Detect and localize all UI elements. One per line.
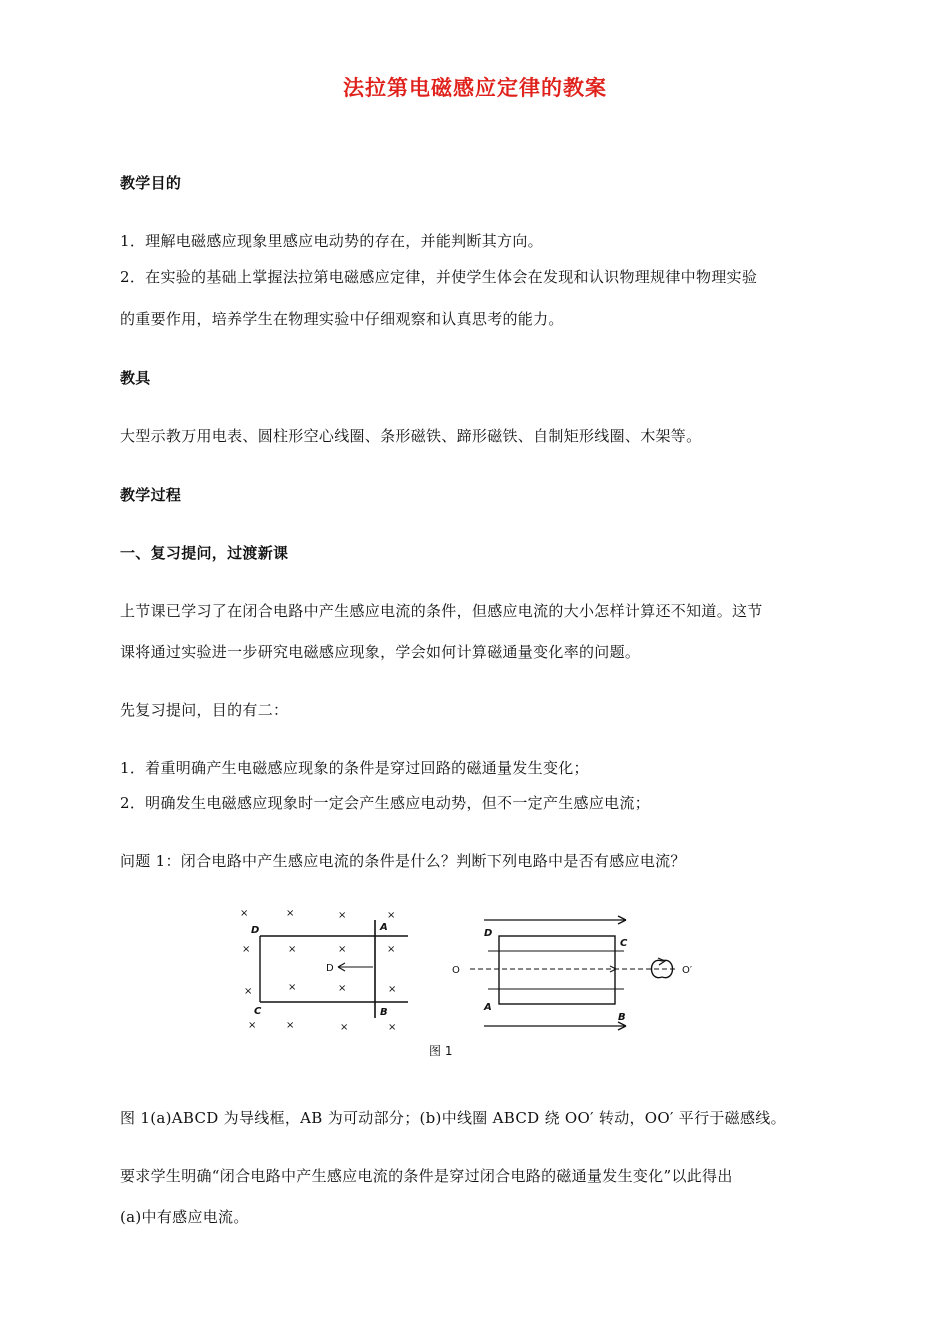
label-b: B xyxy=(618,1012,626,1023)
intro-line1: 上节课已学习了在闭合电路中产生感应电流的条件，但感应电流的大小怎样计算还不知道。这节 xyxy=(120,602,763,620)
cross-mark: × xyxy=(288,944,297,955)
question-1: 问题 1：闭合电路中产生感应电流的条件是什么？判断下列电路中是否有感应电流？ xyxy=(120,852,686,870)
cross-mark: × xyxy=(242,944,251,955)
cross-mark: × xyxy=(338,944,347,955)
cross-mark: × xyxy=(338,910,347,921)
part1-heading: 一、复习提问，过渡新课 xyxy=(120,544,289,562)
label-a: A xyxy=(484,1002,492,1013)
cross-mark: × xyxy=(388,984,397,995)
cross-mark: × xyxy=(286,1020,295,1031)
objective-2-line1: 2．在实验的基础上掌握法拉第电磁感应定律，并使学生体会在发现和认识物理规律中物理实验 xyxy=(120,268,758,286)
cross-mark: × xyxy=(248,1020,257,1031)
label-d: D xyxy=(251,925,260,936)
cross-mark: × xyxy=(387,944,396,955)
review-intro: 先复习提问，目的有二： xyxy=(120,701,289,719)
cross-mark: × xyxy=(388,1022,397,1033)
document-title: 法拉第电磁感应定律的教案 xyxy=(343,76,607,100)
figure-caption: 图 1 xyxy=(429,1044,453,1058)
figure-description: 图 1(a)ABCD 为导线框，AB 为可动部分；(b)中线圈 ABCD 绕 OO′ 转动，OO′ 平行于磁感线。 xyxy=(120,1109,786,1127)
objectives-heading: 教学目的 xyxy=(120,174,182,192)
label-o: O xyxy=(452,965,460,976)
figure-1 xyxy=(230,898,730,1063)
equipment-heading: 教具 xyxy=(120,369,151,387)
cross-mark: × xyxy=(244,986,253,997)
label-d: D xyxy=(484,928,493,939)
figure-b-labels xyxy=(452,928,693,1023)
coil-abcd xyxy=(499,936,615,1004)
label-b: B xyxy=(380,1007,388,1018)
review-item-2: 2．明确发生电磁感应现象时一定会产生感应电动势，但不一定产生感应电流； xyxy=(120,794,651,812)
requirement-line1: 要求学生明确“闭合电路中产生感应电流的条件是穿过闭合电路的磁通量发生变化”以此得出 xyxy=(120,1167,733,1185)
label-c: C xyxy=(254,1006,262,1017)
label-o-prime: O′ xyxy=(682,965,693,976)
objective-1: 1．理解电磁感应现象里感应电动势的存在，并能判断其方向。 xyxy=(120,232,543,250)
cross-mark: × xyxy=(338,983,347,994)
equipment-text: 大型示教万用电表、圆柱形空心线圈、条形磁铁、蹄形磁铁、自制矩形线圈、木架等。 xyxy=(120,427,702,445)
review-item-1: 1．着重明确产生电磁感应现象的条件是穿过回路的磁通量发生变化； xyxy=(120,759,589,777)
figure-a-crosses xyxy=(240,908,396,1033)
cross-mark: × xyxy=(340,1022,349,1033)
figure-a-circuit xyxy=(260,920,408,1018)
cross-mark: × xyxy=(286,908,295,919)
process-heading: 教学过程 xyxy=(120,486,182,504)
requirement-line2: (a)中有感应电流。 xyxy=(120,1208,249,1226)
cross-mark: × xyxy=(387,910,396,921)
label-c: C xyxy=(620,938,628,949)
label-a: A xyxy=(380,922,388,933)
arrow-label-d: D xyxy=(326,963,334,974)
objective-2-line2: 的重要作用，培养学生在物理实验中仔细观察和认真思考的能力。 xyxy=(120,310,564,328)
cross-mark: × xyxy=(240,908,249,919)
intro-line2: 课将通过实验进一步研究电磁感应现象，学会如何计算磁通量变化率的问题。 xyxy=(120,643,641,661)
cross-mark: × xyxy=(288,982,297,993)
figure-b-field xyxy=(470,916,675,1030)
